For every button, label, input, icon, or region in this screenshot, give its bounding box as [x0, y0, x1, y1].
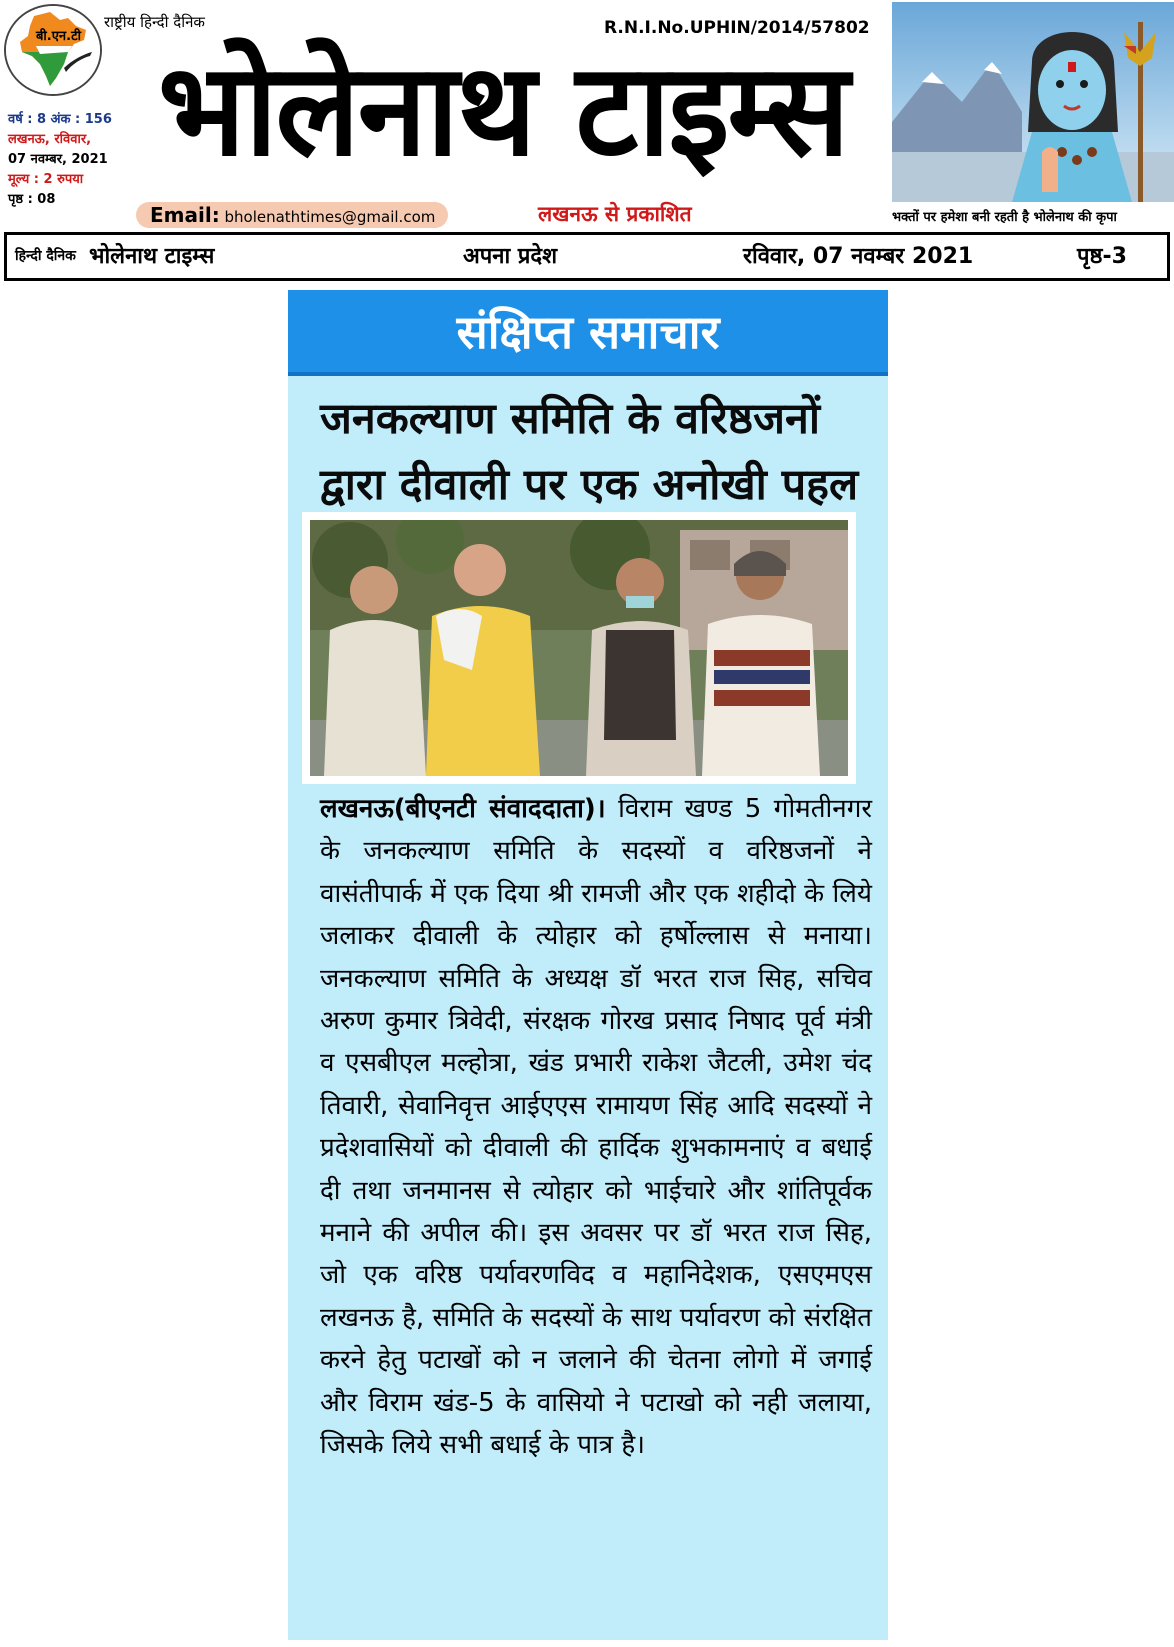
folio-bar [4, 232, 1170, 281]
masthead [0, 0, 1174, 230]
folio-paper-name: भोलेनाथ टाइम्स [89, 244, 215, 269]
headline-line-1: जनकल्याण समिति के वरिष्ठजनों [320, 394, 820, 444]
article-photo [302, 512, 856, 784]
rni-number: R.N.I.No.UPHIN/2014/57802 [604, 18, 870, 38]
issue-price: मूल्य : 2 रुपया [8, 172, 84, 187]
folio-section: अपना प्रदेश [463, 244, 558, 269]
newspaper-title: भोलेनाथ टाइम्स [158, 36, 848, 185]
shiva-illustration [892, 2, 1174, 202]
deity-image [892, 2, 1174, 202]
newspaper-logo [4, 4, 102, 96]
logo-lettering: बी.एन.टी [36, 29, 81, 44]
section-banner-title: संक्षिप्त समाचार [456, 305, 720, 359]
issue-meta [8, 110, 148, 210]
group-photo-illustration [310, 520, 848, 776]
article-body [320, 788, 872, 1467]
email-pill [136, 202, 448, 228]
section-banner [288, 290, 888, 376]
issue-year: वर्ष : 8 अंक : 156 [8, 112, 112, 127]
issue-pages: पृष्ठ : 08 [8, 192, 56, 207]
article-dateline: लखनऊ(बीएनटी संवाददाता)। [320, 794, 606, 824]
folio-date: रविवार, 07 नवम्बर 2021 [743, 244, 974, 269]
deity-caption: भक्तों पर हमेशा बनी रहती है भोलेनाथ की कृपा [892, 210, 1117, 225]
headline-line-2: द्वारा दीवाली पर एक अनोखी पहल [320, 460, 859, 510]
article-text: विराम खण्ड 5 गोमतीनगर के जनकल्याण समिति के सदस्यों व वरिष्ठजनों ने वासंतीपार्क में एक दिया श्री रामजी और एक शहीदो के लिये जलाकर दीवाली के त्योहार को हर्षोल्लास से मनाया। जनकल्याण समिति के अध्यक्ष डॉ भरत राज सिह, सचिव अरुण कुमार त्रिवेदी, संरक्षक गोरख प्रसाद निषाद पूर्व मंत्री व एसबीएल मल्होत्रा, खंड प्रभारी राकेश जैटली, उमेश चंद तिवारी, सेवानिवृत्त आईएएस रामायण सिंह आदि सदस्यों ने प्रदेशवासियों को दीवाली की हार्दिक शुभकामनाएं व बधाई दी तथा जनमानस से त्योहार को भाईचारे और शांतिपूर्वक मनाने की अपील की। इस अवसर पर डॉ भरत राज सिह, जो एक वरिष्ठ पर्यावरणविद व महानिदेशक, एसएमएस लखनऊ है, समिति के सदस्यों के साथ पर्यावरण को संरक्षित करने हेतु पटाखों को न जलाने की चेतना लोगो में जगाई और विराम खंड-5 के वासियो ने पटाखो को नही जलाया, जिसके लिये सभी बधाई के पात्र है। [320, 794, 872, 1461]
email-label: Email: [150, 203, 220, 227]
issue-place-day: लखनऊ, रविवार, [8, 132, 92, 147]
issue-date: 07 नवम्बर, 2021 [8, 152, 108, 167]
tagline: राष्ट्रीय हिन्दी दैनिक [104, 13, 205, 31]
news-article [288, 290, 888, 1640]
email-address[interactable]: bholenathtimes@gmail.com [224, 208, 436, 226]
article-headline [320, 386, 872, 518]
india-map-icon [6, 6, 102, 96]
folio-page-number: पृष्ठ-3 [1077, 244, 1127, 269]
folio-tag: हिन्दी दैनिक [15, 248, 76, 264]
published-from: लखनऊ से प्रकाशित [538, 202, 692, 226]
